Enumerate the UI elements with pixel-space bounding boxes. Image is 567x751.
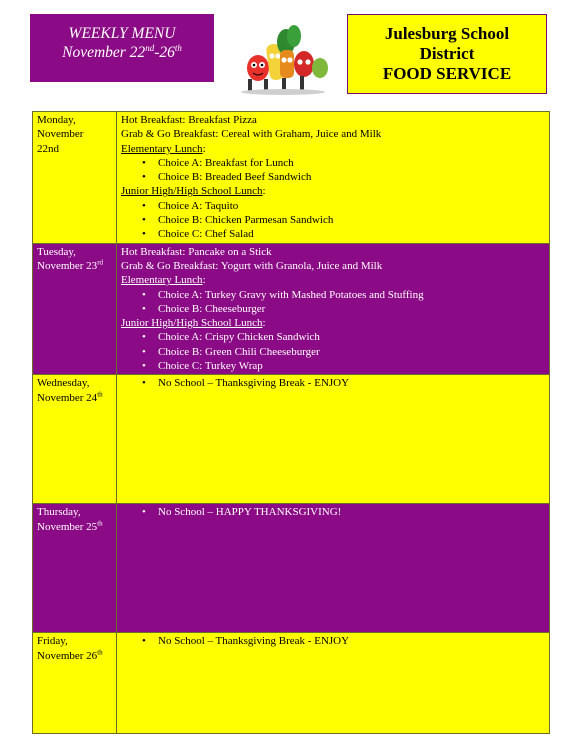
elementary-lunch-label: Elementary Lunch: — [121, 142, 206, 155]
vegetable-mascots-icon — [228, 16, 338, 96]
district-title-box — [347, 14, 547, 94]
list-item: • Choice A: Breakfast for Lunch — [158, 156, 545, 170]
hot-breakfast: Hot Breakfast: Pancake on a Stick — [121, 245, 272, 258]
day-cell: Wednesday, November 24th — [33, 375, 117, 504]
no-school-note: • No School – Thanksgiving Break - ENJOY — [158, 634, 545, 648]
list-item: • Choice C: Turkey Wrap — [158, 359, 545, 373]
jh-lunch-label: Junior High/High School Lunch: — [121, 317, 266, 330]
menu-row-tuesday — [33, 243, 550, 375]
grab-go-breakfast: Grab & Go Breakfast: Cereal with Graham, Juice and Milk — [121, 128, 382, 141]
menu-cell — [117, 243, 550, 375]
list-item: • Choice C: Chef Salad — [158, 227, 545, 241]
menu-row-monday — [33, 112, 550, 244]
district-name-line1: Julesburg School — [384, 24, 510, 43]
day-cell: Tuesday, November 23rd — [33, 243, 117, 375]
menu-cell — [117, 112, 550, 244]
elementary-choices — [121, 156, 545, 185]
menu-row-thursday — [33, 504, 550, 633]
list-item: • Choice B: Chicken Parmesan Sandwich — [158, 213, 545, 227]
menu-cell — [117, 633, 550, 734]
no-school-note: • No School – Thanksgiving Break - ENJOY — [158, 376, 545, 390]
jh-lunch-label: Junior High/High School Lunch: — [121, 185, 266, 198]
no-school-note: • No School – HAPPY THANKSGIVING! — [158, 505, 545, 519]
hot-breakfast: Hot Breakfast: Breakfast Pizza — [121, 114, 257, 126]
list-item: • Choice B: Cheeseburger — [158, 302, 545, 316]
grab-go-breakfast: Grab & Go Breakfast: Yogurt with Granola, Juice and Milk — [121, 259, 383, 272]
menu-table — [32, 111, 550, 734]
menu-row-friday — [33, 633, 550, 734]
menu-cell — [117, 504, 550, 633]
jh-choices — [121, 199, 545, 242]
district-name-line2: District — [419, 44, 475, 63]
elementary-choices — [121, 288, 545, 317]
weekly-menu-title: WEEKLY MENU — [68, 25, 176, 42]
list-item: • Choice B: Green Chili Cheeseburger — [158, 345, 545, 359]
day-cell: Thursday, November 25th — [33, 504, 117, 633]
elementary-lunch-label: Elementary Lunch: — [121, 274, 206, 287]
food-service-label: FOOD SERVICE — [382, 64, 512, 83]
day-cell: Friday, November 26th — [33, 633, 117, 734]
week-date-range: November 22nd-26th — [62, 42, 182, 61]
list-item: • Choice A: Turkey Gravy with Mashed Potatoes and Stuffing — [158, 288, 545, 302]
list-item: • Choice B: Breaded Beef Sandwich — [158, 170, 545, 184]
menu-row-wednesday — [33, 375, 550, 504]
menu-cell — [117, 375, 550, 504]
list-item: • Choice A: Taquito — [158, 199, 545, 213]
weekly-menu-title-box — [30, 14, 214, 82]
list-item: • Choice A: Crispy Chicken Sandwich — [158, 330, 545, 344]
day-cell: Monday, November 22nd — [33, 112, 117, 244]
jh-choices — [121, 330, 545, 373]
